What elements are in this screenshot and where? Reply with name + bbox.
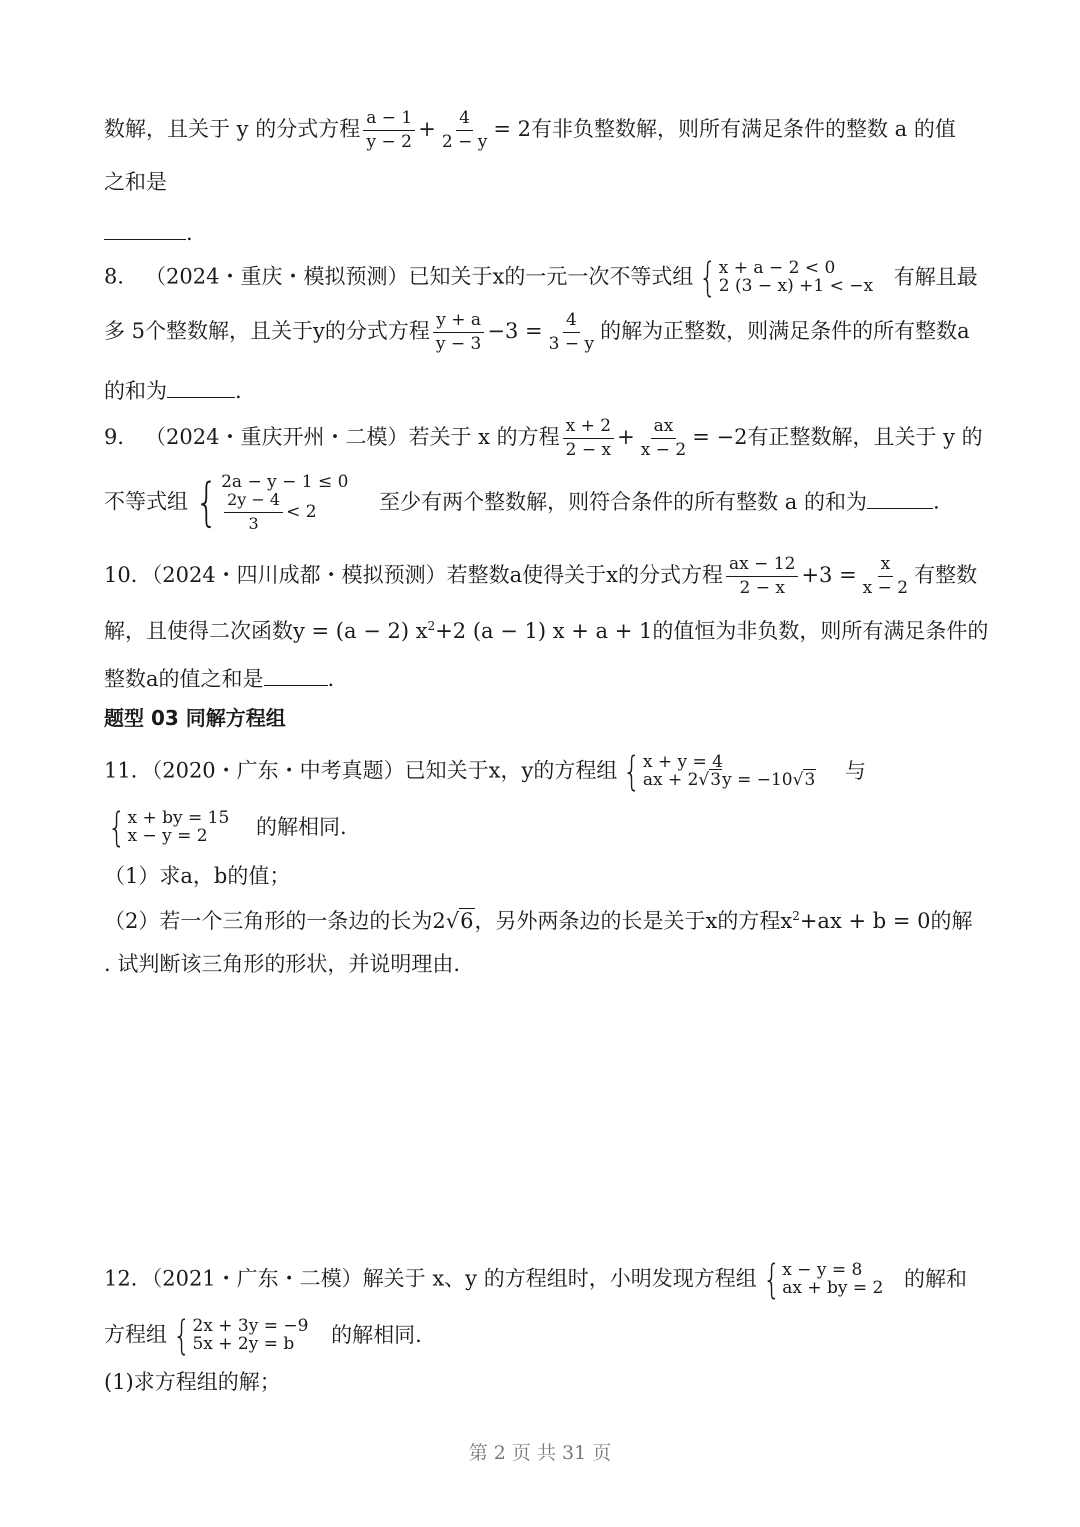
row: 2a − y − 1 ≤ 0 xyxy=(221,472,349,492)
inequality-system xyxy=(190,474,348,532)
text: < 2 xyxy=(286,501,317,522)
equation-system xyxy=(759,1257,884,1303)
equation-system xyxy=(619,749,816,795)
radicand: 3 xyxy=(804,770,816,790)
fraction xyxy=(546,312,597,353)
text: 9． （2024・重庆开州・二模）若关于 x 的方程 xyxy=(104,425,560,449)
line-q8-2 xyxy=(104,312,970,353)
equation-system xyxy=(169,1313,309,1359)
text: = −2有正整数解，且关于 y 的 xyxy=(692,425,983,449)
text: （1）求a，b的值； xyxy=(104,864,291,888)
text: 方程组 xyxy=(104,1322,167,1347)
heading-text: 题型 03 同解方程组 xyxy=(104,706,286,730)
line-q8-3 xyxy=(104,376,242,402)
text: . xyxy=(235,379,242,403)
text: 至少有两个整数解，则符合条件的所有整数 a 的和为 xyxy=(379,489,867,514)
numerator: x + 2 xyxy=(563,418,614,439)
line-q12-2 xyxy=(104,1313,422,1359)
text: 的和为 xyxy=(104,379,167,403)
page-footer: 第 2 页 共 31 页 xyxy=(468,1442,612,1464)
numerator: y + a xyxy=(433,312,484,333)
text: （2）若一个三角形的一条边的长为2 xyxy=(104,909,446,933)
line-q11 xyxy=(104,749,866,795)
row: x − y = 2 xyxy=(127,826,208,846)
numerator: a − 1 xyxy=(363,110,415,131)
line-q8 xyxy=(104,255,978,301)
superscript: 2 xyxy=(427,619,436,633)
text: ，另外两条边的长是关于x的方程x xyxy=(474,909,793,933)
line-sum xyxy=(104,172,167,193)
text: 12．（2021・广东・二模）解关于 x、y 的方程组时，小明发现方程组 xyxy=(104,1266,757,1291)
radicand: 3 xyxy=(710,770,722,790)
text: (1)求方程组的解； xyxy=(104,1370,281,1394)
text: = 2有非负整数解，则所有满足条件的整数 a 的值 xyxy=(493,117,956,141)
text: 10．（2024・四川成都・模拟预测）若整数a使得关于x的分式方程 xyxy=(104,563,724,587)
text: + xyxy=(617,425,635,449)
row: x + by = 15 xyxy=(127,808,230,829)
line-q10 xyxy=(104,556,977,597)
numerator: ax − 12 xyxy=(726,556,798,577)
denominator: y − 2 xyxy=(366,132,412,152)
row xyxy=(221,489,348,533)
brace: { xyxy=(172,1313,191,1359)
row: 2 (3 − x) +1 < −x xyxy=(718,276,874,296)
superscript: 2 xyxy=(792,909,800,923)
denominator: 3 xyxy=(248,513,259,533)
text: 的解为正整数，则满足条件的所有整数a xyxy=(600,319,970,343)
row: x + y = 4 xyxy=(642,752,723,773)
row: x − y = 8 xyxy=(782,1260,863,1281)
text: + xyxy=(418,117,436,141)
sqrt-icon: √ xyxy=(445,909,460,933)
line-q11-5 xyxy=(104,954,460,975)
fraction xyxy=(563,418,614,459)
denominator: 2 − x xyxy=(739,578,785,598)
sqrt-icon: √ xyxy=(698,770,710,790)
numerator: x xyxy=(878,556,894,577)
text: +ax + b = 0的解 xyxy=(799,909,973,933)
line-q10-3 xyxy=(104,664,334,690)
line-q11-3 xyxy=(104,866,290,887)
row: ax + by = 2 xyxy=(782,1278,884,1298)
text: +3 = xyxy=(801,563,857,587)
radicand: 6 xyxy=(460,909,474,933)
text: 8． （2024・重庆・模拟预测）已知关于x的一元一次不等式组 xyxy=(104,264,694,289)
text: 有解且最 xyxy=(893,264,978,289)
numerator: ax xyxy=(651,418,677,439)
text: y = −10 xyxy=(722,770,793,790)
row: 5x + 2y = b xyxy=(192,1334,295,1354)
line-q12-3 xyxy=(104,1372,281,1393)
text: 整数a的值之和是 xyxy=(104,667,264,691)
text: . xyxy=(186,221,193,245)
numerator: 4 xyxy=(563,312,580,333)
fraction xyxy=(860,556,911,597)
text: 与 xyxy=(845,758,866,783)
text: 多 5个整数解，且关于y的分式方程 xyxy=(104,319,430,343)
brace: { xyxy=(623,749,642,795)
equation-system xyxy=(104,805,230,851)
text: 的解相同. xyxy=(255,814,347,839)
denominator: 2 − y xyxy=(441,132,488,152)
row xyxy=(643,772,816,790)
brace: { xyxy=(762,1257,781,1303)
fraction xyxy=(439,110,490,151)
line-blank xyxy=(104,218,193,244)
line-q7-end xyxy=(104,110,956,151)
fraction xyxy=(433,312,484,353)
text: +2 (a − 1) x + a + 1的值恒为非负数，则所有满足条件的 xyxy=(435,619,989,643)
row: 2x + 3y = −9 xyxy=(192,1316,309,1337)
line-q9 xyxy=(104,418,983,459)
fraction xyxy=(363,110,415,151)
denominator: x − 2 xyxy=(640,440,687,460)
text: 的解相同. xyxy=(331,1322,422,1347)
equation-system xyxy=(695,255,874,301)
numerator: 2y − 4 xyxy=(224,492,283,513)
line-q11-4 xyxy=(104,910,972,932)
row: x + a − 2 < 0 xyxy=(718,258,836,279)
text: . 试判断该三角形的形状，并说明理由. xyxy=(104,952,461,976)
line-q11-2 xyxy=(104,805,347,851)
brace: { xyxy=(699,255,717,301)
fraction xyxy=(726,556,798,597)
fraction xyxy=(638,418,689,459)
denominator: 2 − x xyxy=(565,440,612,460)
text: . xyxy=(327,667,335,691)
answer-blank xyxy=(867,487,933,509)
sqrt-icon: √ xyxy=(792,770,804,790)
denominator: y − 3 xyxy=(435,334,482,354)
text: . xyxy=(933,489,940,514)
numerator: 4 xyxy=(456,110,473,131)
line-q9-2 xyxy=(104,474,940,532)
answer-blank xyxy=(104,218,186,240)
text: 之和是 xyxy=(104,170,167,194)
line-q10-2 xyxy=(104,620,988,642)
text: 11．（2020・广东・中考真题）已知关于x，y的方程组 xyxy=(104,758,618,783)
text: 有整数 xyxy=(914,563,978,587)
text: ax + 2 xyxy=(642,770,699,790)
text: 数解，且关于 y 的分式方程 xyxy=(104,117,361,141)
brace: { xyxy=(194,473,219,534)
brace: { xyxy=(107,805,126,851)
section-heading xyxy=(104,708,286,728)
text: 不等式组 xyxy=(104,489,188,514)
text: −3 = xyxy=(487,319,543,343)
answer-blank xyxy=(167,376,235,398)
line-q12 xyxy=(104,1257,968,1303)
text: 的解和 xyxy=(904,1266,968,1291)
denominator: x − 2 xyxy=(862,578,909,598)
text: 解，且使得二次函数y = (a − 2) x xyxy=(104,619,428,643)
answer-blank xyxy=(264,664,328,686)
denominator: 3 − y xyxy=(548,334,595,354)
